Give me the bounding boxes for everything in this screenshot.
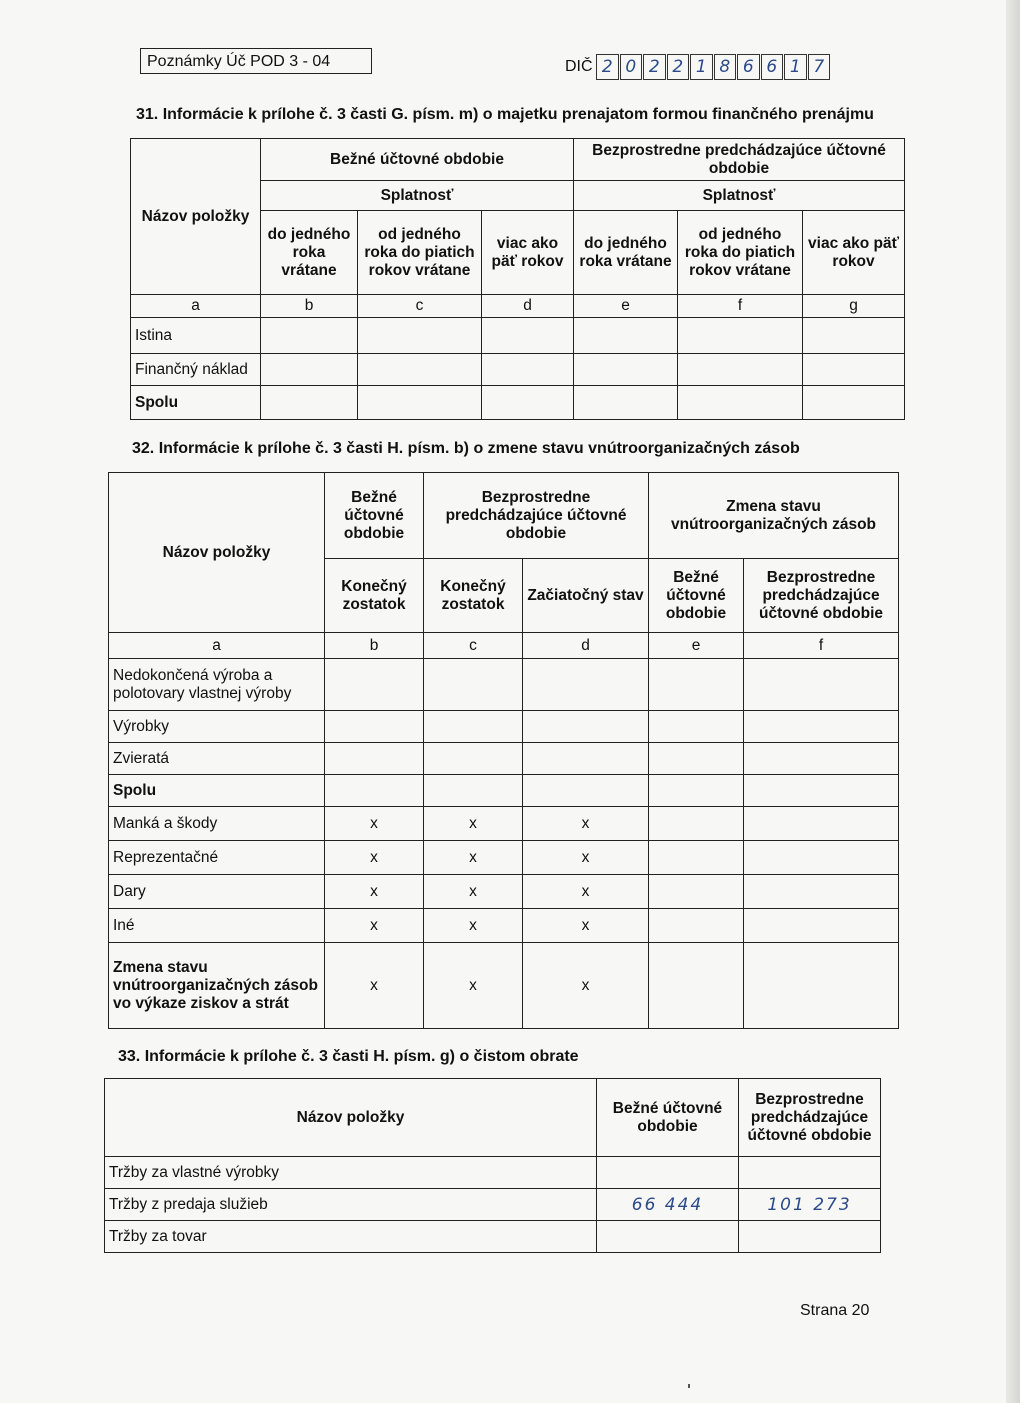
- previous-period-header: Bezprostredne predchádzajúce účtovné obdobie: [739, 1079, 881, 1157]
- col-letter: f: [678, 295, 803, 318]
- row-label: Zmena stavu vnútroorganizačných zásob vo výkaze ziskov a strát: [109, 943, 325, 1029]
- col-over-five: viac ako päť rokov: [482, 211, 574, 295]
- col-up-to-one-prev: do jedného roka vrátane: [574, 211, 678, 295]
- value-cell[interactable]: [523, 775, 649, 807]
- value-cell[interactable]: [597, 1157, 739, 1189]
- value-cell[interactable]: [482, 318, 574, 354]
- maturity-header: Splatnosť: [574, 181, 905, 211]
- dic-digit[interactable]: 8: [714, 54, 737, 80]
- table-33: [104, 1078, 881, 1253]
- value-cell[interactable]: [424, 659, 523, 711]
- dic-digit[interactable]: 1: [690, 54, 713, 80]
- value-cell[interactable]: [744, 875, 899, 909]
- col-over-five-prev: viac ako päť rokov: [803, 211, 905, 295]
- x-mark: x: [424, 841, 523, 875]
- value-cell[interactable]: [678, 386, 803, 420]
- section-32-title: 32. Informácie k prílohe č. 3 časti H. písm. b) o zmene stavu vnútroorganizačných zásob: [132, 440, 800, 457]
- value-cell[interactable]: [803, 354, 905, 386]
- row-label: Nedokončená výroba a polotovary vlastnej výroby: [109, 659, 325, 711]
- value-cell[interactable]: [424, 711, 523, 743]
- x-mark: x: [523, 875, 649, 909]
- col-letter: e: [649, 633, 744, 659]
- row-label: Istina: [131, 318, 261, 354]
- col-letter: f: [744, 633, 899, 659]
- col-letter: c: [424, 633, 523, 659]
- value-cell[interactable]: [523, 711, 649, 743]
- value-cell[interactable]: [325, 659, 424, 711]
- value-cell[interactable]: [358, 354, 482, 386]
- col-change-current: Bežné účtovné obdobie: [649, 559, 744, 633]
- value-cell[interactable]: [358, 386, 482, 420]
- value-cell[interactable]: [424, 775, 523, 807]
- dic-digit[interactable]: 2: [667, 54, 690, 80]
- value-cell[interactable]: [678, 354, 803, 386]
- col-letter: d: [523, 633, 649, 659]
- previous-period-header: Bezprostredne predchádzajúce účtovné obdobie: [424, 473, 649, 559]
- value-cell[interactable]: [739, 1221, 881, 1253]
- value-cell[interactable]: [649, 743, 744, 775]
- col-opening-balance: Začiatočný stav: [523, 559, 649, 633]
- value-cell[interactable]: [649, 841, 744, 875]
- col-letter: c: [358, 295, 482, 318]
- x-mark: x: [424, 875, 523, 909]
- row-label: Tržby za tovar: [105, 1221, 597, 1253]
- page-edge: [1006, 0, 1020, 1403]
- name-header: Názov položky: [109, 473, 325, 633]
- value-cell[interactable]: [678, 318, 803, 354]
- row-label: Manká a škody: [109, 807, 325, 841]
- dic-field[interactable]: [596, 54, 831, 80]
- change-header: Zmena stavu vnútroorganizačných zásob: [649, 473, 899, 559]
- value-cell[interactable]: [325, 711, 424, 743]
- page-number: Strana 20: [800, 1302, 870, 1319]
- name-header: Názov položky: [105, 1079, 597, 1157]
- value-cell[interactable]: [649, 875, 744, 909]
- name-header: Názov položky: [131, 139, 261, 295]
- x-mark: x: [325, 943, 424, 1029]
- value-cell[interactable]: 101 273: [739, 1189, 881, 1221]
- maturity-header: Splatnosť: [261, 181, 574, 211]
- value-cell[interactable]: [744, 775, 899, 807]
- table-31: [130, 138, 905, 420]
- value-cell[interactable]: [597, 1221, 739, 1253]
- x-mark: x: [325, 909, 424, 943]
- section-33-title: 33. Informácie k prílohe č. 3 časti H. písm. g) o čistom obrate: [118, 1048, 579, 1065]
- value-cell[interactable]: [739, 1157, 881, 1189]
- value-cell[interactable]: [358, 318, 482, 354]
- previous-period-header: Bezprostredne predchádzajúce účtovné obdobie: [574, 139, 905, 181]
- x-mark: x: [325, 875, 424, 909]
- value-cell[interactable]: [649, 775, 744, 807]
- row-label: Tržby z predaja služieb: [105, 1189, 597, 1221]
- row-label: Spolu: [131, 386, 261, 420]
- value-cell[interactable]: [325, 743, 424, 775]
- value-cell[interactable]: [261, 354, 358, 386]
- value-cell[interactable]: [744, 909, 899, 943]
- value-cell[interactable]: [574, 354, 678, 386]
- x-mark: x: [523, 807, 649, 841]
- current-period-header: Bežné účtovné obdobie: [597, 1079, 739, 1157]
- value-cell[interactable]: [482, 386, 574, 420]
- row-label: Reprezentačné: [109, 841, 325, 875]
- dic-digit[interactable]: 7: [808, 54, 831, 80]
- row-label: Výrobky: [109, 711, 325, 743]
- section-31-title: 31. Informácie k prílohe č. 3 časti G. písm. m) o majetku prenajatom formou finančného prenájmu: [136, 106, 874, 123]
- row-label: Dary: [109, 875, 325, 909]
- value-cell[interactable]: [744, 841, 899, 875]
- col-final-balance: Konečný zostatok: [325, 559, 424, 633]
- x-mark: x: [523, 909, 649, 943]
- value-cell[interactable]: [649, 943, 744, 1029]
- col-letter: a: [109, 633, 325, 659]
- value-cell[interactable]: [523, 659, 649, 711]
- value-cell[interactable]: [649, 909, 744, 943]
- col-letter: b: [261, 295, 358, 318]
- value-cell[interactable]: [574, 318, 678, 354]
- row-label: Spolu: [109, 775, 325, 807]
- x-mark: x: [325, 807, 424, 841]
- value-cell[interactable]: [744, 743, 899, 775]
- table-32: [108, 472, 899, 1029]
- dic-label: DIČ: [565, 58, 593, 75]
- dic-digit[interactable]: 2: [596, 54, 619, 80]
- col-up-to-one: do jedného roka vrátane: [261, 211, 358, 295]
- col-one-to-five: od jedného roka do piatich rokov vrátane: [358, 211, 482, 295]
- x-mark: x: [424, 909, 523, 943]
- value-cell[interactable]: [649, 807, 744, 841]
- current-period-header: Bežné účtovné obdobie: [325, 473, 424, 559]
- dic-digit[interactable]: 0: [620, 54, 643, 80]
- x-mark: x: [523, 943, 649, 1029]
- value-cell[interactable]: [744, 943, 899, 1029]
- dic-digit[interactable]: 6: [737, 54, 760, 80]
- col-letter: a: [131, 295, 261, 318]
- value-cell[interactable]: [744, 711, 899, 743]
- col-change-previous: Bezprostredne predchádzajúce účtovné obdobie: [744, 559, 899, 633]
- value-cell[interactable]: [744, 659, 899, 711]
- dic-digit[interactable]: 6: [761, 54, 784, 80]
- value-cell[interactable]: [803, 386, 905, 420]
- x-mark: x: [325, 841, 424, 875]
- speck: [688, 1384, 690, 1388]
- form-label: Poznámky Úč POD 3 - 04: [140, 48, 372, 74]
- value-cell[interactable]: 66 444: [597, 1189, 739, 1221]
- value-cell[interactable]: [649, 711, 744, 743]
- col-letter: e: [574, 295, 678, 318]
- dic-digit[interactable]: 2: [643, 54, 666, 80]
- row-label: Finančný náklad: [131, 354, 261, 386]
- value-cell[interactable]: [574, 386, 678, 420]
- value-cell[interactable]: [424, 743, 523, 775]
- value-cell[interactable]: [261, 386, 358, 420]
- col-final-balance-prev: Konečný zostatok: [424, 559, 523, 633]
- x-mark: x: [523, 841, 649, 875]
- col-one-to-five-prev: od jedného roka do piatich rokov vrátane: [678, 211, 803, 295]
- row-label: Zvieratá: [109, 743, 325, 775]
- col-letter: g: [803, 295, 905, 318]
- col-letter: b: [325, 633, 424, 659]
- value-cell[interactable]: [803, 318, 905, 354]
- row-label: Iné: [109, 909, 325, 943]
- dic-digit[interactable]: 1: [784, 54, 807, 80]
- value-cell[interactable]: [744, 807, 899, 841]
- value-cell[interactable]: [523, 743, 649, 775]
- x-mark: x: [424, 943, 523, 1029]
- value-cell[interactable]: [325, 775, 424, 807]
- value-cell[interactable]: [482, 354, 574, 386]
- current-period-header: Bežné účtovné obdobie: [261, 139, 574, 181]
- row-label: Tržby za vlastné výrobky: [105, 1157, 597, 1189]
- value-cell[interactable]: [261, 318, 358, 354]
- x-mark: x: [424, 807, 523, 841]
- col-letter: d: [482, 295, 574, 318]
- value-cell[interactable]: [649, 659, 744, 711]
